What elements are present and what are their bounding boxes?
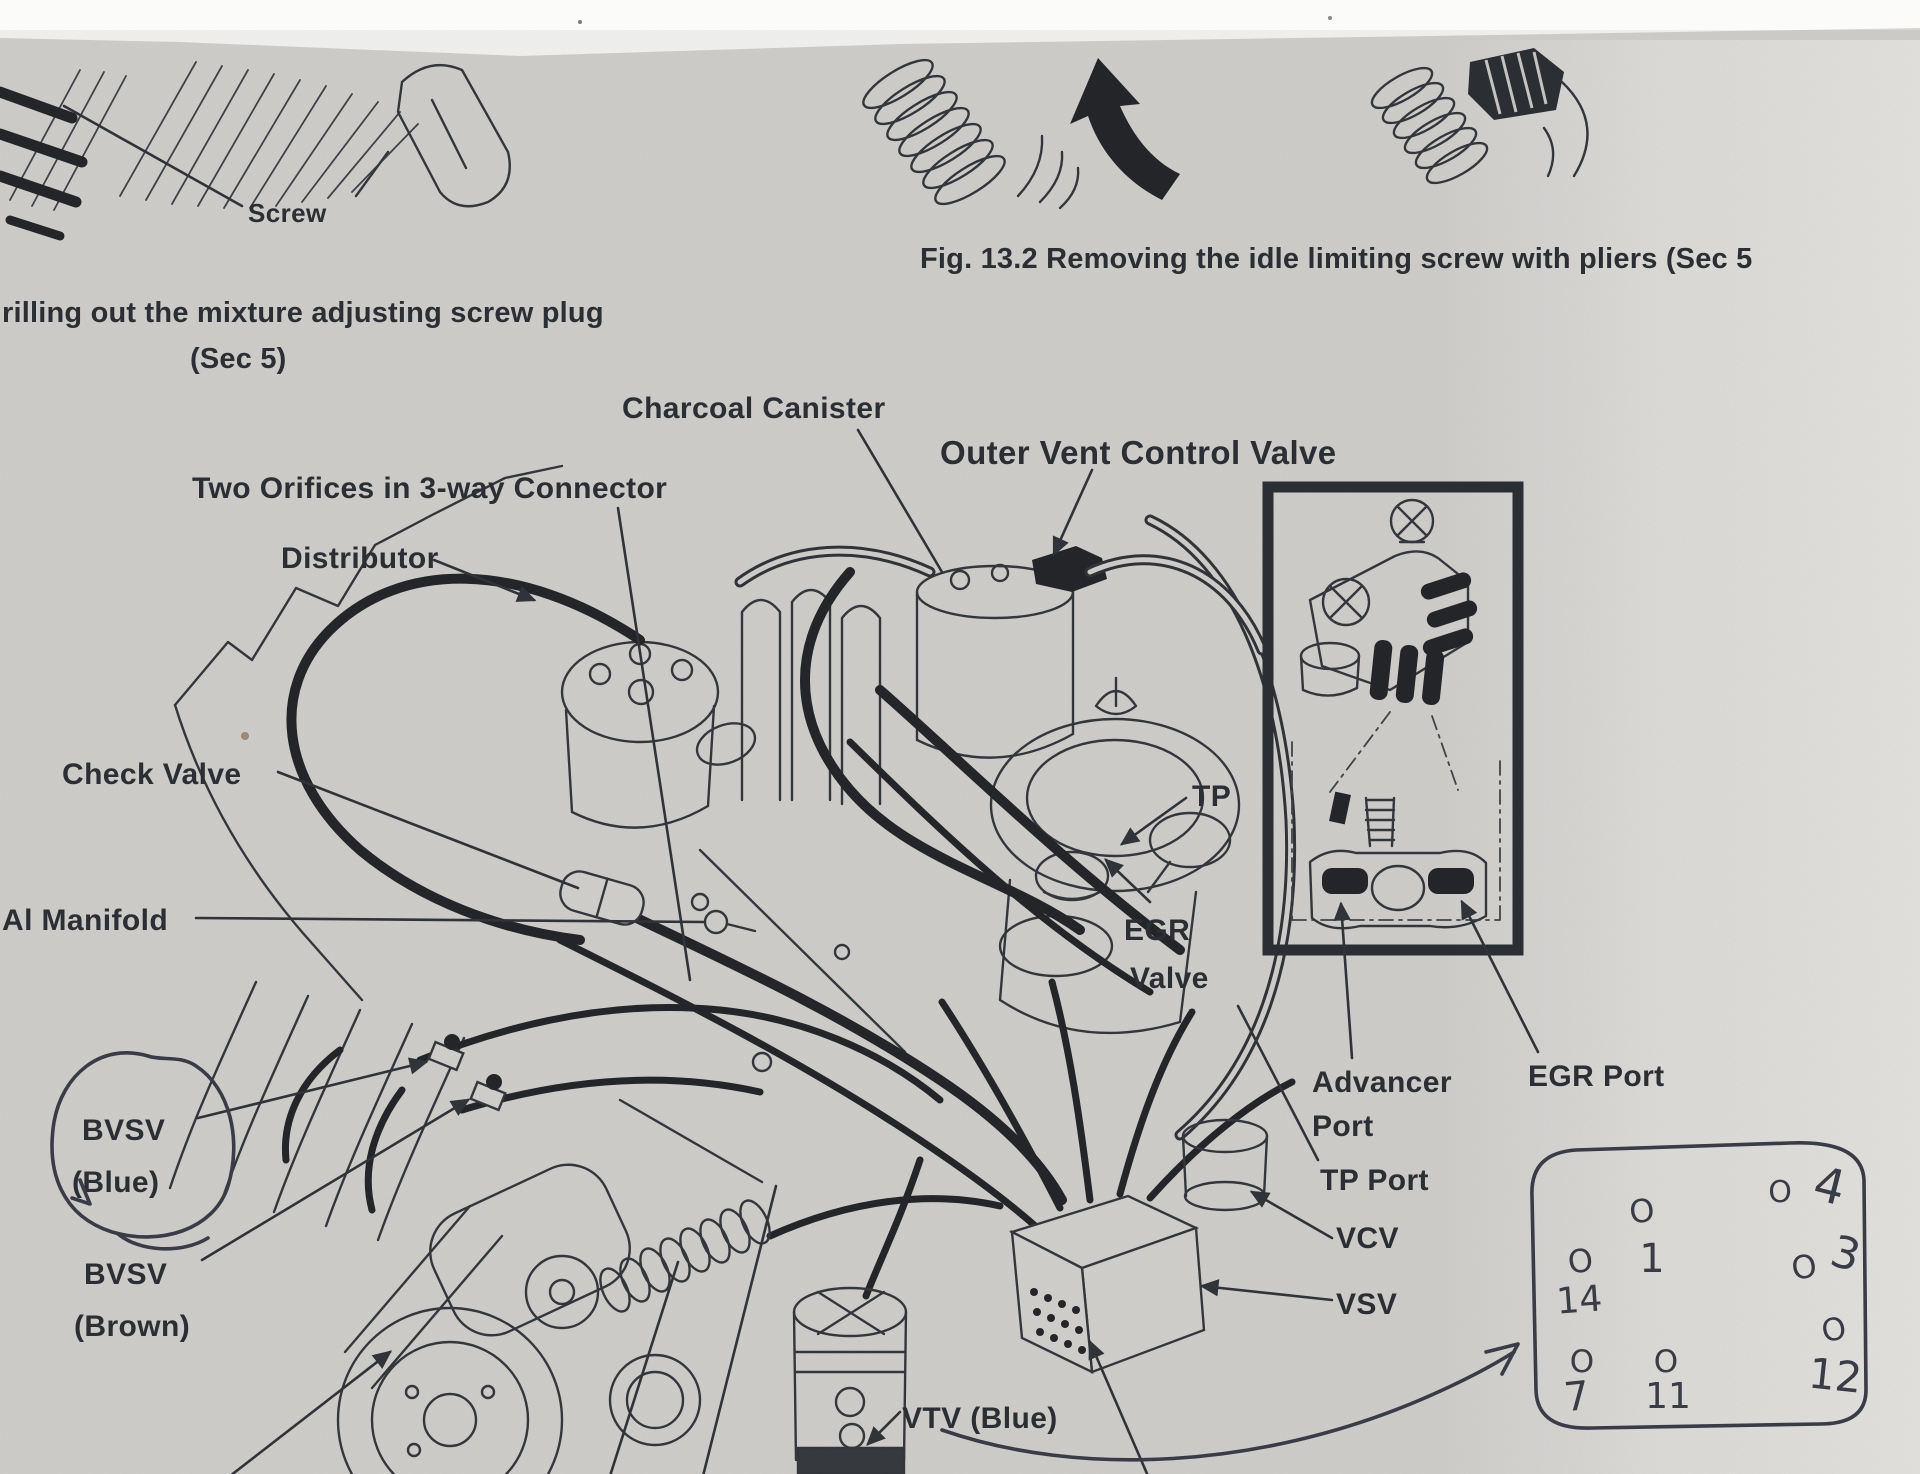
- egr-port-label: EGR Port: [1528, 1060, 1665, 1093]
- port-number: 4: [1807, 1155, 1851, 1218]
- vtv-blue-label: VTV (Blue): [902, 1402, 1058, 1435]
- port-number: 12: [1806, 1348, 1865, 1403]
- two-orifices-label: Two Orifices in 3-way Connector: [192, 472, 668, 505]
- vsv-label: VSV: [1336, 1288, 1398, 1321]
- tp-label: TP: [1192, 780, 1232, 813]
- bvsv-blue-label-line2: (Blue): [72, 1166, 160, 1199]
- bvsv-blue-label-line1: BVSV: [82, 1114, 166, 1147]
- scan-grain-overlay: [0, 30, 1920, 1474]
- caption-fig-13-1-line1: rilling out the mixture adjusting screw plug: [2, 297, 604, 329]
- outer-vent-control-valve-label: Outer Vent Control Valve: [940, 434, 1337, 471]
- port-number: 3: [1824, 1225, 1866, 1283]
- ai-manifold-label: Al Manifold: [2, 904, 169, 937]
- port-mark: O: [1565, 1240, 1596, 1282]
- tp-port-label: TP Port: [1320, 1164, 1429, 1197]
- port-number: 1: [1639, 1236, 1665, 1282]
- vcv-label: VCV: [1336, 1222, 1399, 1255]
- port-mark: O: [1653, 1344, 1679, 1380]
- caption-fig-13-1-line2: (Sec 5): [190, 343, 287, 375]
- advancer-port-label-line2: Port: [1312, 1110, 1374, 1143]
- port-mark: O: [1627, 1190, 1657, 1232]
- bvsv-brown-label-line2: (Brown): [74, 1310, 191, 1343]
- port-number: 7: [1561, 1372, 1592, 1422]
- port-mark: O: [1788, 1246, 1820, 1289]
- charcoal-canister-label: Charcoal Canister: [622, 392, 886, 425]
- egr-valve-label-line2: Valve: [1130, 962, 1209, 995]
- caption-fig-13-2: Fig. 13.2 Removing the idle limiting screw with pliers (Sec 5: [920, 243, 1753, 275]
- port-number: 14: [1555, 1278, 1604, 1323]
- check-valve-label: Check Valve: [62, 758, 242, 791]
- advancer-port-label-line1: Advancer: [1312, 1066, 1452, 1099]
- port-mark: O: [1569, 1344, 1595, 1380]
- port-mark: O: [1818, 1310, 1850, 1351]
- distributor-label: Distributor: [281, 542, 439, 575]
- bvsv-brown-label-line1: BVSV: [84, 1258, 168, 1291]
- port-number: 11: [1645, 1376, 1691, 1417]
- port-mark: O: [1768, 1175, 1792, 1210]
- egr-valve-label-line1: EGR: [1124, 914, 1191, 947]
- screw-label: Screw: [248, 198, 327, 228]
